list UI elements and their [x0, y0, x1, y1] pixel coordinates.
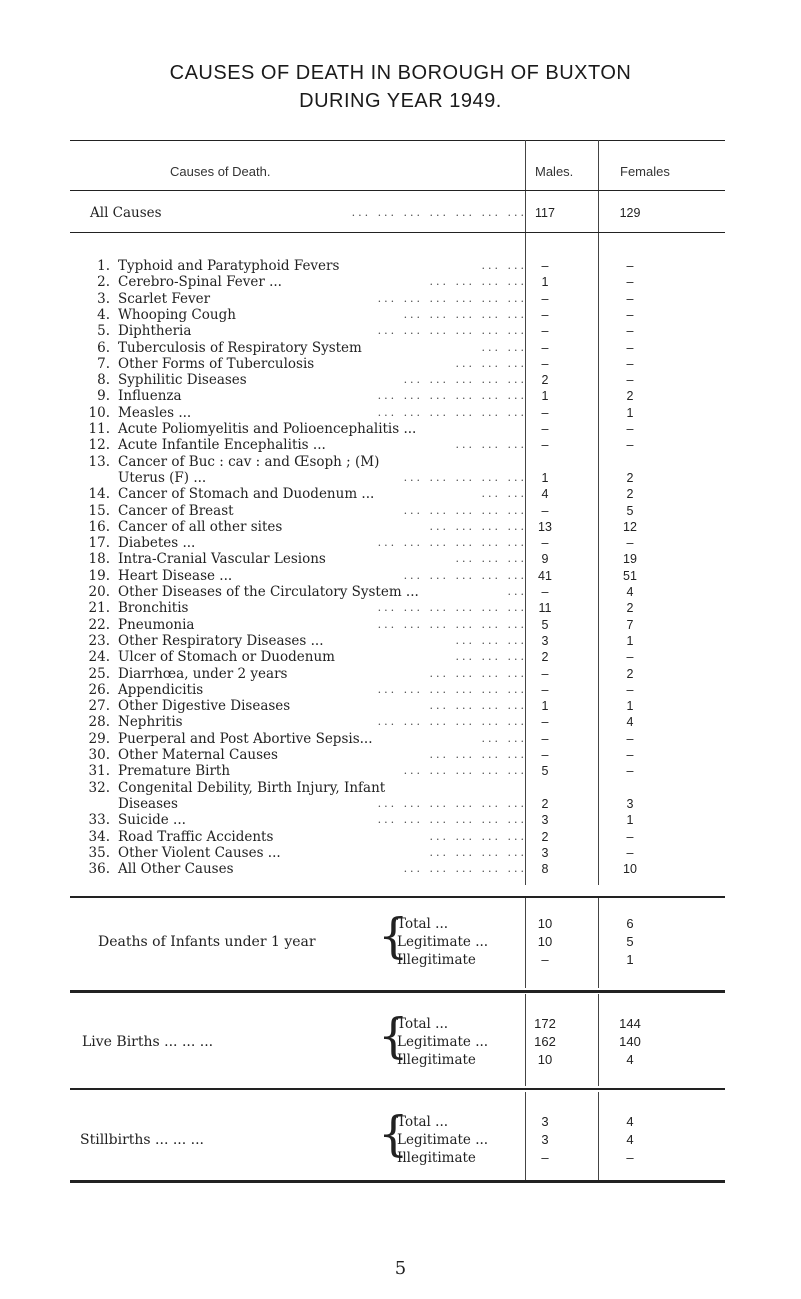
- cause-number: 20.: [88, 584, 110, 600]
- cause-females: –: [626, 259, 634, 273]
- cause-males: –: [541, 585, 549, 599]
- cause-row: [80, 698, 720, 714]
- cause-number: 12.: [88, 437, 110, 454]
- cause-label: Nephritis: [118, 714, 183, 731]
- stillbirths-group: [70, 1106, 725, 1170]
- cause-females: –: [626, 682, 634, 697]
- cause-number: 18.: [88, 551, 110, 568]
- infant-illegit-males: –: [541, 952, 549, 967]
- cause-females: –: [626, 845, 634, 860]
- cause-number: 1.: [97, 258, 110, 274]
- cause-row: [80, 666, 720, 682]
- cause-females: –: [626, 650, 634, 665]
- cause-males: 1: [541, 699, 549, 714]
- live-legit-label: Legitimate ...: [397, 1034, 489, 1050]
- cause-row: [80, 437, 720, 453]
- cause-row: [80, 421, 720, 437]
- cause-label: Intra-Cranial Vascular Lesions: [118, 551, 326, 568]
- cause-row: [80, 796, 720, 812]
- cause-males: 13: [538, 519, 552, 534]
- cause-dots: ... ... ... ... ... ...: [377, 291, 527, 305]
- cause-label: Ulcer of Stomach or Duodenum: [118, 649, 335, 666]
- cause-males: 41: [538, 568, 552, 583]
- cause-number: 26.: [88, 681, 110, 698]
- infant-total-label: Total ...: [397, 916, 449, 932]
- cause-label: Measles ...: [118, 404, 192, 421]
- cause-number: 29.: [88, 730, 110, 747]
- cause-label: Acute Infantile Encephalitis ...: [118, 437, 326, 454]
- infant-deaths-group: [70, 908, 725, 972]
- live-illegit-label: Illegitimate: [397, 1052, 476, 1068]
- final-rule: [70, 1180, 725, 1183]
- cause-row: [80, 600, 720, 616]
- cause-row: [80, 356, 720, 372]
- cause-dots: ... ... ... ... ...: [403, 307, 527, 321]
- cause-females: –: [626, 536, 634, 551]
- header-rule: [70, 190, 725, 191]
- causes-bottom-rule: [70, 896, 725, 898]
- cause-label: Cancer of all other sites: [118, 518, 283, 535]
- cause-row: [80, 405, 720, 421]
- live-births-group: [70, 1008, 725, 1072]
- infant-brace: {: [378, 908, 409, 964]
- cause-males: 3: [541, 813, 549, 828]
- cause-males: –: [541, 503, 549, 518]
- cause-males: 4: [541, 487, 549, 502]
- live-births-label: Live Births ... ... ...: [82, 1034, 214, 1050]
- cause-females: 4: [626, 585, 634, 599]
- cause-number: 24.: [88, 649, 110, 666]
- cause-females: 1: [626, 405, 634, 420]
- infant-total-males: 10: [537, 916, 553, 931]
- infant-col-1: [525, 898, 526, 988]
- cause-males: 5: [541, 617, 549, 632]
- cause-females: –: [626, 291, 634, 306]
- cause-row: [80, 551, 720, 567]
- cause-number: 8.: [97, 372, 110, 389]
- cause-males: 11: [538, 601, 552, 616]
- cause-males: –: [541, 682, 549, 697]
- cause-row: [80, 731, 720, 747]
- cause-row: [80, 258, 720, 274]
- cause-males: –: [541, 536, 549, 551]
- still-illegit-females: –: [626, 1150, 634, 1165]
- cause-dots: ... ... ... ...: [429, 666, 527, 680]
- cause-dots: ... ... ... ... ...: [403, 373, 527, 387]
- cause-dots: ... ... ...: [455, 356, 527, 370]
- cause-males: 1: [541, 470, 549, 485]
- cause-row: [80, 812, 720, 828]
- cause-dots: ... ...: [481, 487, 527, 501]
- cause-males: 8: [541, 862, 549, 877]
- cause-label: Tuberculosis of Respiratory System: [118, 339, 362, 356]
- cause-males: –: [541, 422, 549, 436]
- cause-females: 51: [623, 568, 637, 583]
- cause-label: Diarrhœa, under 2 years: [118, 665, 288, 682]
- cause-males: 1: [541, 275, 549, 290]
- all-causes-label: All Causes: [90, 205, 162, 221]
- cause-row: [80, 861, 720, 877]
- cause-label: Cerebro-Spinal Fever ...: [118, 274, 282, 291]
- cause-number: 32.: [88, 779, 110, 796]
- infant-deaths-label: Deaths of Infants under 1 year: [98, 934, 316, 950]
- stillbirths-label: Stillbirths ... ... ...: [80, 1132, 205, 1148]
- cause-label: Typhoid and Paratyphoid Fevers: [118, 258, 340, 274]
- still-legit-males: 3: [541, 1132, 549, 1147]
- page-subtitle: DURING YEAR 1949.: [299, 90, 502, 112]
- cause-dots: ... ... ... ... ... ...: [377, 715, 527, 729]
- cause-number: 10.: [88, 404, 110, 421]
- cause-row: [80, 568, 720, 584]
- cause-dots: ... ... ... ... ... ...: [377, 405, 527, 419]
- cause-males: –: [541, 259, 549, 273]
- cause-number: 17.: [88, 535, 110, 552]
- cause-label: Syphilitic Diseases: [118, 372, 247, 389]
- cause-females: –: [626, 829, 634, 844]
- cause-dots: ... ... ...: [455, 552, 527, 566]
- still-col-2: [598, 1092, 599, 1180]
- cause-number: 31.: [88, 763, 110, 780]
- cause-label: All Other Causes: [118, 861, 234, 878]
- cause-row: [80, 486, 720, 502]
- cause-row: [80, 470, 720, 486]
- cause-males: 2: [541, 650, 549, 665]
- cause-row: [80, 617, 720, 633]
- infant-bottom-rule: [70, 990, 725, 993]
- cause-row: [80, 372, 720, 388]
- cause-row: [80, 519, 720, 535]
- cause-males: 3: [541, 845, 549, 860]
- cause-row: [80, 454, 720, 470]
- cause-label: Acute Poliomyelitis and Polioencephalitis ...: [118, 421, 417, 437]
- cause-males: 5: [541, 764, 549, 779]
- cause-label: Other Respiratory Diseases ...: [118, 632, 324, 649]
- cause-number: 30.: [88, 747, 110, 763]
- cause-females: 7: [626, 617, 634, 632]
- cause-dots: ... ... ... ...: [429, 519, 527, 533]
- cause-dots: ... ... ... ...: [429, 845, 527, 859]
- cause-females: 5: [626, 503, 634, 518]
- cause-label: Uterus (F) ...: [118, 469, 207, 486]
- cause-dots: ... ... ... ...: [429, 829, 527, 843]
- cause-females: –: [626, 324, 634, 339]
- cause-number: 28.: [88, 714, 110, 731]
- cause-dots: ... ... ... ...: [429, 748, 527, 761]
- all-causes-females: 129: [619, 206, 641, 220]
- all-causes-dots: ... ... ... ... ... ... ...: [351, 206, 527, 219]
- cause-females: –: [626, 731, 634, 746]
- header-females: Females: [620, 164, 670, 179]
- cause-females: 3: [626, 796, 634, 811]
- cause-row: [80, 340, 720, 356]
- cause-label: Premature Birth: [118, 763, 231, 780]
- still-col-1: [525, 1092, 526, 1180]
- cause-number: 14.: [88, 486, 110, 503]
- still-total-females: 4: [626, 1114, 634, 1129]
- cause-row: [80, 747, 720, 763]
- cause-row: [80, 274, 720, 290]
- cause-males: –: [541, 307, 549, 322]
- cause-males: 1: [541, 389, 549, 404]
- cause-females: –: [626, 438, 634, 453]
- cause-row: [80, 633, 720, 649]
- cause-label: Influenza: [118, 388, 182, 405]
- live-col-1: [525, 994, 526, 1086]
- cause-females: –: [626, 356, 634, 371]
- cause-number: 5.: [97, 323, 110, 340]
- cause-label: Cancer of Breast: [118, 502, 234, 519]
- cause-number: 4.: [97, 306, 110, 323]
- cause-males: 9: [541, 552, 549, 567]
- cause-label: Other Diseases of the Circulatory System ...: [118, 584, 419, 600]
- still-illegit-males: –: [541, 1150, 549, 1165]
- still-brace: {: [378, 1106, 409, 1162]
- cause-number: 13.: [88, 453, 110, 470]
- cause-label: Scarlet Fever: [118, 290, 211, 307]
- page-title: CAUSES OF DEATH IN BOROUGH OF BUXTON: [169, 62, 632, 84]
- infant-illegit-label: Illegitimate: [397, 952, 476, 968]
- cause-females: –: [626, 275, 634, 290]
- cause-females: –: [626, 373, 634, 388]
- infant-legit-males: 10: [537, 934, 553, 949]
- cause-label: Diseases: [118, 795, 178, 812]
- cause-males: 2: [541, 796, 549, 811]
- cause-males: 2: [541, 829, 549, 844]
- cause-number: 21.: [88, 600, 110, 617]
- cause-dots: ... ... ...: [455, 650, 527, 664]
- cause-label: Cancer of Buc : cav : and Œsoph ; (M): [118, 453, 380, 470]
- cause-dots: ... ... ... ... ... ...: [377, 536, 527, 550]
- cause-label: Diabetes ...: [118, 535, 196, 552]
- cause-row: [80, 584, 720, 600]
- cause-row: [80, 649, 720, 665]
- cause-number: 9.: [97, 388, 110, 405]
- cause-dots: ... ... ... ... ... ...: [377, 324, 527, 338]
- cause-dots: ... ... ... ... ... ...: [377, 682, 527, 696]
- cause-females: 2: [626, 601, 634, 616]
- cause-label: Other Maternal Causes: [118, 747, 278, 763]
- cause-males: –: [541, 405, 549, 420]
- all-causes-row: [80, 205, 720, 221]
- cause-dots: ... ...: [481, 731, 527, 745]
- cause-females: 2: [626, 487, 634, 502]
- still-total-label: Total ...: [397, 1114, 449, 1130]
- cause-row: [80, 780, 720, 796]
- cause-dots: ... ...: [481, 340, 527, 354]
- cause-females: –: [626, 422, 634, 436]
- cause-number: 35.: [88, 844, 110, 861]
- cause-males: –: [541, 356, 549, 371]
- cause-dots: ... ... ... ... ... ...: [377, 601, 527, 615]
- cause-dots: ... ...: [481, 259, 527, 272]
- cause-females: –: [626, 340, 634, 355]
- live-bottom-rule: [70, 1088, 725, 1090]
- cause-number: 15.: [88, 502, 110, 519]
- cause-males: –: [541, 340, 549, 355]
- cause-row: [80, 829, 720, 845]
- cause-row: [80, 535, 720, 551]
- cause-males: –: [541, 666, 549, 681]
- cause-label: Heart Disease ...: [118, 567, 233, 584]
- cause-dots: ... ... ... ...: [429, 275, 527, 289]
- cause-females: –: [626, 307, 634, 322]
- cause-females: 2: [626, 666, 634, 681]
- cause-row: [80, 845, 720, 861]
- cause-row: [80, 714, 720, 730]
- cause-females: 2: [626, 389, 634, 404]
- cause-label: Pneumonia: [118, 616, 195, 633]
- cause-label: Other Digestive Diseases: [118, 698, 291, 715]
- cause-number: 3.: [97, 290, 110, 307]
- page-number: 5: [394, 1258, 407, 1279]
- still-illegit-label: Illegitimate: [397, 1150, 476, 1166]
- cause-dots: ...: [507, 585, 527, 598]
- cause-number: 2.: [97, 274, 110, 291]
- cause-label: Whooping Cough: [118, 306, 236, 323]
- cause-number: 19.: [88, 567, 110, 584]
- cause-row: [80, 323, 720, 339]
- cause-label: Diphtheria: [118, 323, 192, 340]
- live-illegit-males: 10: [537, 1052, 553, 1067]
- cause-dots: ... ... ... ... ...: [403, 862, 527, 876]
- cause-males: –: [541, 291, 549, 306]
- header-males: Males.: [535, 164, 574, 179]
- cause-label: Appendicitis: [118, 681, 204, 698]
- cause-row: [80, 388, 720, 404]
- cause-dots: ... ... ... ...: [429, 699, 527, 713]
- cause-males: –: [541, 731, 549, 746]
- cause-label: Suicide ...: [118, 812, 186, 829]
- cause-females: 1: [626, 699, 634, 714]
- cause-label: Congenital Debility, Birth Injury, Infant: [118, 779, 386, 796]
- cause-males: –: [541, 748, 549, 762]
- cause-males: –: [541, 715, 549, 730]
- cause-row: [80, 307, 720, 323]
- infant-col-2: [598, 898, 599, 988]
- cause-row: [80, 682, 720, 698]
- live-legit-females: 140: [619, 1034, 641, 1049]
- cause-row: [80, 763, 720, 779]
- cause-females: –: [626, 764, 634, 779]
- header-causes: Causes of Death.: [170, 164, 271, 179]
- cause-dots: ... ... ... ... ... ...: [377, 389, 527, 403]
- cause-number: 23.: [88, 632, 110, 649]
- infant-illegit-females: 1: [626, 952, 634, 967]
- cause-dots: ... ... ... ... ...: [403, 470, 527, 484]
- cause-males: 2: [541, 373, 549, 388]
- infant-legit-label: Legitimate ...: [397, 934, 489, 950]
- live-col-2: [598, 994, 599, 1086]
- cause-females: 19: [623, 552, 637, 567]
- cause-number: 36.: [88, 861, 110, 878]
- live-total-females: 144: [619, 1016, 641, 1031]
- still-legit-label: Legitimate ...: [397, 1132, 489, 1148]
- cause-dots: ... ... ...: [455, 438, 527, 452]
- cause-row: [80, 503, 720, 519]
- cause-dots: ... ... ... ... ...: [403, 764, 527, 778]
- cause-females: 2: [626, 470, 634, 485]
- cause-males: –: [541, 324, 549, 339]
- cause-number: 34.: [88, 828, 110, 845]
- cause-dots: ... ... ... ... ...: [403, 568, 527, 582]
- cause-females: 4: [626, 715, 634, 730]
- cause-label: Cancer of Stomach and Duodenum ...: [118, 486, 375, 503]
- cause-males: –: [541, 438, 549, 453]
- cause-number: 7.: [97, 355, 110, 372]
- cause-dots: ... ... ... ... ... ...: [377, 796, 527, 810]
- live-total-label: Total ...: [397, 1016, 449, 1032]
- cause-number: 22.: [88, 616, 110, 633]
- cause-label: Puerperal and Post Abortive Sepsis...: [118, 730, 373, 747]
- cause-dots: ... ... ... ... ...: [403, 503, 527, 517]
- live-legit-males: 162: [534, 1034, 556, 1049]
- cause-label: Road Traffic Accidents: [118, 828, 274, 845]
- cause-label: Other Violent Causes ...: [118, 844, 281, 861]
- cause-females: 1: [626, 633, 634, 648]
- still-total-males: 3: [541, 1114, 549, 1129]
- cause-dots: ... ... ... ... ... ...: [377, 617, 527, 631]
- all-causes-rule: [70, 232, 725, 233]
- cause-females: 12: [623, 519, 637, 534]
- cause-dots: ... ... ... ... ... ...: [377, 813, 527, 827]
- cause-label: Bronchitis: [118, 600, 189, 617]
- cause-row: [80, 291, 720, 307]
- infant-total-females: 6: [626, 916, 634, 931]
- cause-number: 16.: [88, 518, 110, 535]
- cause-number: 11.: [88, 421, 110, 437]
- cause-number: 33.: [88, 812, 110, 829]
- live-brace: {: [378, 1008, 409, 1064]
- all-causes-males: 117: [535, 206, 555, 220]
- infant-legit-females: 5: [626, 934, 634, 949]
- cause-females: –: [626, 748, 634, 762]
- cause-females: 10: [623, 862, 637, 877]
- cause-number: 25.: [88, 665, 110, 682]
- cause-number: 6.: [97, 339, 110, 356]
- top-rule: [70, 140, 725, 141]
- still-legit-females: 4: [626, 1132, 634, 1147]
- cause-males: 3: [541, 633, 549, 648]
- cause-females: 1: [626, 813, 634, 828]
- live-total-males: 172: [534, 1016, 556, 1031]
- live-illegit-females: 4: [626, 1052, 634, 1067]
- cause-number: 27.: [88, 698, 110, 715]
- cause-dots: ... ... ...: [455, 633, 527, 647]
- cause-label: Other Forms of Tuberculosis: [118, 355, 315, 372]
